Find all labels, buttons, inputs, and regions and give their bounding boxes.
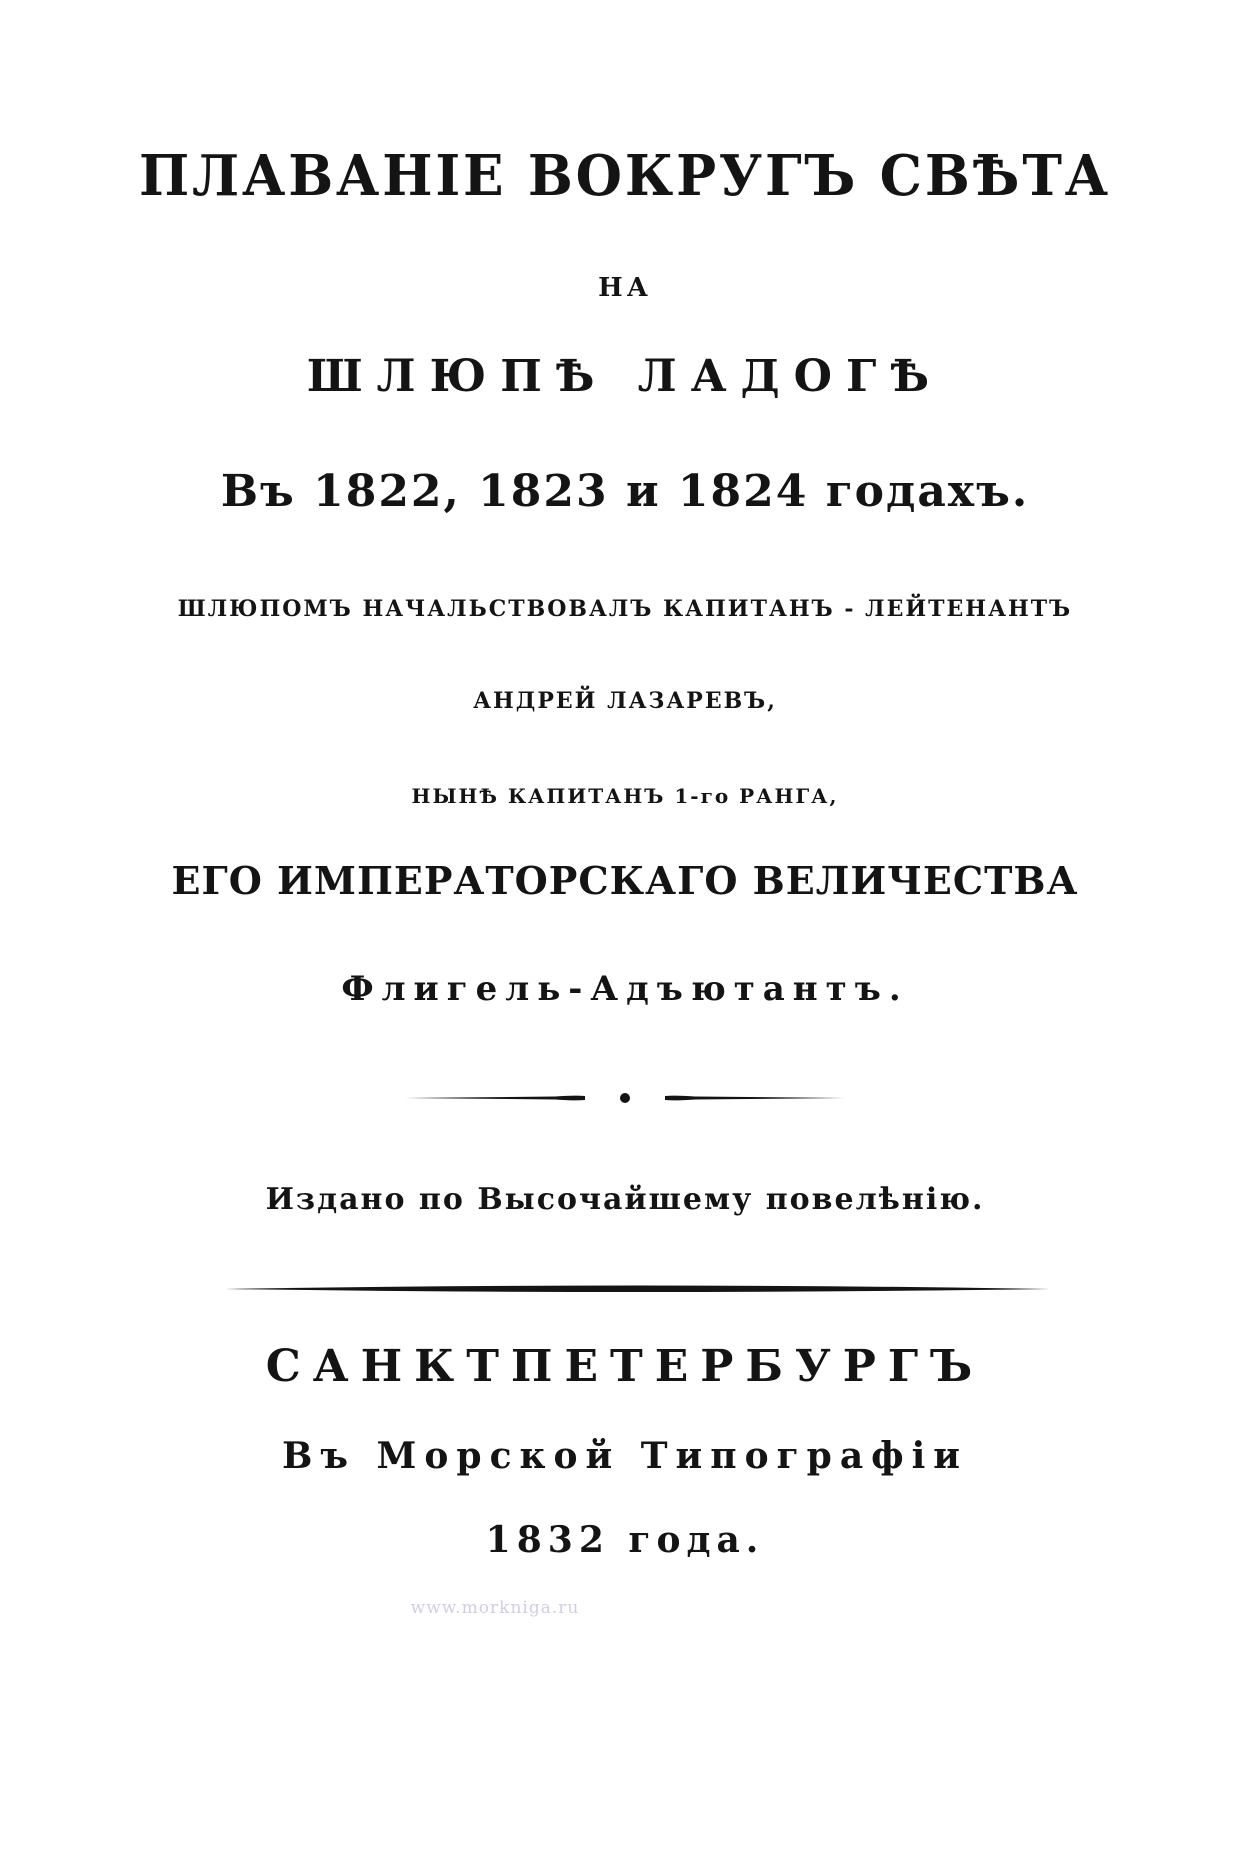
author-rank: НЫНѢ КАПИТАНЪ 1-го РАНГА,	[411, 784, 839, 808]
ornamental-divider	[405, 1080, 845, 1116]
publication-year: 1832 года.	[485, 1519, 765, 1561]
commander-line: ШЛЮПОМЪ НАЧАЛЬСТВОВАЛЪ КАПИТАНЪ - ЛЕЙТЕНАНТЪ	[177, 596, 1073, 622]
author-name: АНДРЕЙ ЛАЗАРЕВЪ,	[473, 688, 777, 714]
preposition-line: НА	[598, 273, 652, 303]
city-name: САНКТПЕТЕРБУРГЪ	[265, 1341, 985, 1392]
printing-house: Въ Морской Типографіи	[281, 1435, 969, 1477]
ship-name: ШЛЮПѢ ЛАДОГѢ	[306, 351, 944, 402]
aide-de-camp-line: Флигель-Адъютантъ.	[341, 969, 909, 1009]
published-by-order: Издано по Высочайшему повелѣнію.	[265, 1182, 985, 1217]
thick-rule	[225, 1280, 1050, 1298]
voyage-years: Въ 1822, 1823 и 1824 годахъ.	[220, 466, 1030, 517]
watermark-url: www.morkniga.ru	[410, 1598, 580, 1618]
majesty-line: ЕГО ИМПЕРАТОРСКАГО ВЕЛИЧЕСТВА	[171, 858, 1079, 903]
book-title: ПЛАВАНІЕ ВОКРУГЪ СВѢТА	[139, 143, 1111, 209]
